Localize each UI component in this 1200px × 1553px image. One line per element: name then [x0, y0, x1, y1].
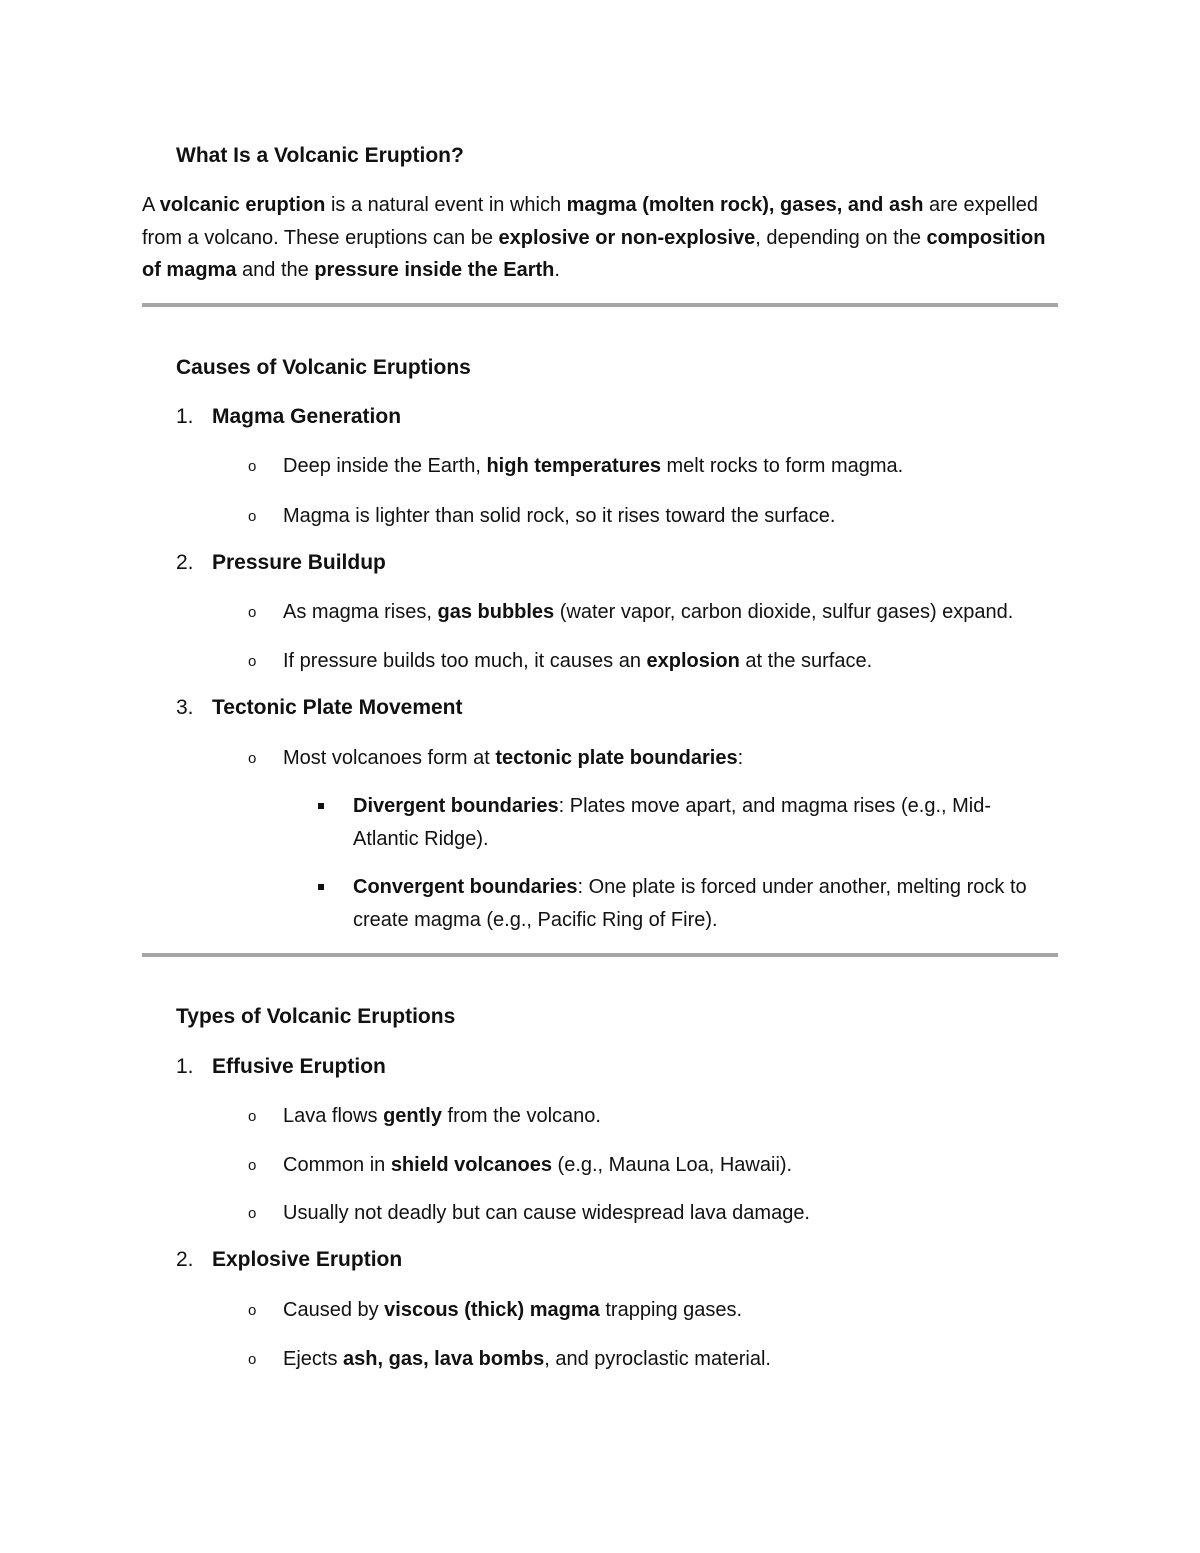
horizontal-rule — [142, 953, 1058, 957]
text-run: Lava flows — [283, 1105, 384, 1127]
square-bullet-icon — [318, 884, 324, 890]
numbered-item-pressure-buildup — [176, 550, 386, 576]
circle-bullet-icon: o — [248, 653, 257, 670]
text-run: is a natural event in which — [325, 194, 567, 216]
list-item-title: Pressure Buildup — [212, 551, 386, 574]
circle-bullet-icon: o — [248, 1302, 257, 1319]
text-run: A — [142, 194, 160, 216]
list-item-title: Effusive Eruption — [212, 1055, 386, 1078]
section-heading-intro: What Is a Volcanic Eruption? — [176, 144, 464, 167]
text-run: and the — [236, 259, 315, 281]
text-run: : One plate is forced under another, melting rock to create magma (e.g., Pacific Ring of Fire). — [353, 876, 1027, 931]
bold-run: gas bubbles — [437, 601, 555, 623]
numbered-item-magma-generation — [176, 404, 401, 430]
bold-run: Divergent boundaries — [353, 795, 559, 817]
circle-bullet-icon: o — [248, 1351, 257, 1368]
text-run: from the volcano. — [441, 1105, 601, 1127]
text-run: Magma is lighter than solid rock, so it rises toward the surface. — [283, 505, 836, 527]
bold-run: gently — [383, 1105, 442, 1127]
bold-run: shield volcanoes — [390, 1154, 552, 1176]
numbered-item-explosive-eruption — [176, 1247, 402, 1273]
text-run: : Plates move apart, and magma rises (e.g., Mid-Atlantic Ridge). — [353, 795, 992, 850]
bold-run: composition of magma — [142, 226, 1046, 281]
circle-bullet-icon: o — [248, 458, 257, 475]
text-run: (e.g., Mauna Loa, Hawaii). — [551, 1154, 793, 1176]
list-number: 1. — [176, 1055, 194, 1078]
text-run: , depending on the — [755, 226, 927, 249]
text-run: Caused by — [283, 1299, 385, 1321]
text-run: Deep inside the Earth, — [283, 455, 487, 477]
list-number: 2. — [176, 1248, 194, 1271]
text-run: are expelled from a volcano. These eruptions can be — [142, 194, 1038, 249]
bold-run: magma (molten rock), gases, and ash — [566, 194, 924, 216]
bold-run: tectonic plate boundaries — [495, 747, 738, 769]
bold-run: Convergent boundaries — [353, 876, 578, 898]
bold-run: viscous (thick) magma — [384, 1299, 600, 1321]
section-heading-causes: Causes of Volcanic Eruptions — [176, 356, 471, 379]
numbered-item-tectonic-plate-movement — [176, 695, 463, 721]
text-run: If pressure builds too much, it causes an — [283, 650, 647, 672]
circle-bullet-icon: o — [248, 1205, 257, 1222]
text-run: : — [737, 747, 744, 769]
list-number: 3. — [176, 696, 194, 719]
text-run: trapping gases. — [599, 1299, 743, 1321]
intro-paragraph — [142, 189, 1062, 287]
circle-bullet-icon: o — [248, 508, 257, 525]
list-number: 2. — [176, 551, 194, 574]
square-bullet-item — [316, 871, 1056, 936]
bold-run: ash, gas, lava bombs — [343, 1348, 545, 1370]
horizontal-rule — [142, 303, 1058, 307]
square-bullet-icon — [318, 803, 324, 809]
list-item-title: Magma Generation — [212, 405, 402, 428]
numbered-item-effusive-eruption — [176, 1054, 386, 1080]
section-heading-types: Types of Volcanic Eruptions — [176, 1005, 456, 1028]
text-run: As magma rises, — [283, 601, 438, 623]
bold-run: high temperatures — [486, 455, 661, 477]
bold-run: pressure inside the Earth — [314, 259, 555, 281]
bold-run: volcanic eruption — [159, 194, 326, 216]
text-run: melt rocks to form magma. — [660, 455, 904, 477]
text-run: Most volcanoes form at — [283, 747, 496, 769]
list-item-title: Explosive Eruption — [212, 1248, 403, 1271]
list-number: 1. — [176, 405, 194, 428]
circle-bullet-icon: o — [248, 604, 257, 621]
text-run: , and pyroclastic material. — [544, 1348, 771, 1370]
circle-bullet-icon: o — [248, 750, 257, 767]
text-run: at the surface. — [739, 650, 873, 672]
square-bullet-item — [316, 790, 1056, 855]
bold-run: explosive or non-explosive — [498, 226, 756, 249]
text-run: Ejects — [283, 1348, 344, 1370]
list-item-title: Tectonic Plate Movement — [212, 696, 463, 719]
circle-bullet-icon: o — [248, 1157, 257, 1174]
text-run: (water vapor, carbon dioxide, sulfur gases) expand. — [554, 601, 1014, 623]
bold-run: explosion — [646, 650, 740, 672]
text-run: Common in — [283, 1154, 391, 1176]
circle-bullet-icon: o — [248, 1108, 257, 1125]
text-run: Usually not deadly but can cause widespread lava damage. — [283, 1202, 810, 1224]
text-run: . — [554, 259, 560, 281]
